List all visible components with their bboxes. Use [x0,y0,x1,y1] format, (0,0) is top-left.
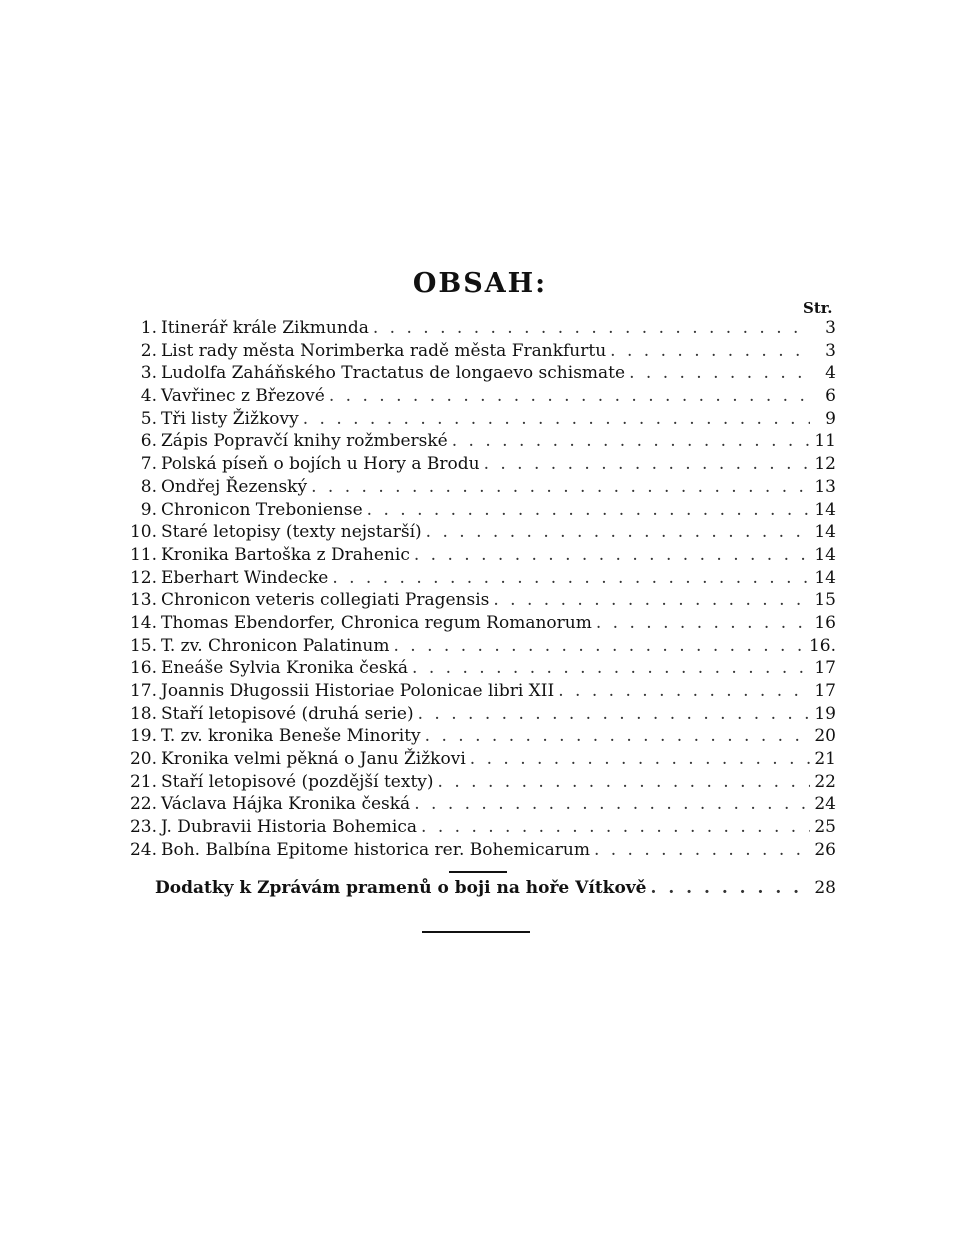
toc-entry [121,726,836,749]
toc-entry [121,522,836,545]
entry-title: List rady města Norimberka radě města Frankfurtu [161,340,607,361]
entry-title: Ondřej Řezenský [161,476,308,497]
entry-number: 11. [129,544,157,565]
entry-title: Zápis Popravčí knihy rožmberské [161,431,448,452]
entry-title: Staré letopisy (texty nejstarší) [161,522,422,543]
entry-number: 5. [140,408,157,429]
entry-title: Joannis Długossii Historiae Polonicae libri XII [161,681,555,701]
entry-number: 3. [140,363,157,384]
entry-title: T. zv. kronika Beneše Minority [161,726,421,747]
toc-entry [121,658,836,681]
entry-number: 17. [129,681,157,701]
toc-entry [121,454,836,477]
entry-title: Kronika Bartoška z Drahenic [161,544,410,565]
dot-leader [367,500,810,520]
toc-entry [121,772,836,795]
entry-number: 8. [140,476,157,497]
dot-leader [470,749,810,769]
entry-number: 12. [129,567,157,588]
entry-title: Eneáše Sylvia Kronika česká [161,658,409,679]
entry-title: Boh. Balbína Epitome historica rer. Bohemicarum [161,839,590,860]
entry-page: 3 [825,340,836,361]
entry-page: 3 [825,318,836,338]
toc-entry [121,545,836,568]
entry-page: 17 [814,658,836,679]
toc-entry [121,409,836,432]
entry-page: 12 [814,454,836,475]
entry-title: Polská píseň o bojích u Hory a Brodu [161,454,480,475]
toc-entry [121,817,836,840]
entry-title: Staří letopisové (druhá serie) [161,703,414,724]
entry-number: 14. [129,612,157,633]
entry-page: 14 [814,522,836,543]
dot-leader [412,658,810,678]
entry-number: 6. [140,431,157,452]
toc-entry [121,681,836,704]
entry-title: Chronicon veteris collegiati Pragensis [161,590,490,611]
dot-leader [426,522,810,542]
entry-title: J. Dubravii Historia Bohemica [161,817,418,838]
entry-page: 16 [814,612,836,633]
dot-leader [493,590,810,610]
entry-page: 6 [825,386,836,407]
entry-number: 13. [129,590,157,611]
entry-number: 10. [129,522,157,543]
appendix-entry [155,878,836,898]
toc-entry [121,613,836,636]
dot-leader [438,772,810,792]
entry-number: 4. [140,386,157,407]
entry-page: 17 [814,681,836,701]
dot-leader [425,726,810,746]
entry-number: 2. [140,340,157,361]
toc-entry [121,636,836,659]
entry-page: 9 [825,408,836,429]
dot-leader [629,363,810,383]
toc-entry [121,794,836,817]
entry-page: 22 [814,771,836,792]
entry-title: Thomas Ebendorfer, Chronica regum Romanorum [161,612,592,633]
toc-entry [121,840,836,863]
toc-entry [121,590,836,613]
entry-number: 16. [129,658,157,679]
entry-number: 24. [129,839,157,860]
entry-number: 23. [129,817,157,838]
dot-leader [421,817,810,837]
toc-entry [121,341,836,364]
entry-page: 15 [814,590,836,611]
dot-leader [610,341,810,361]
closing-rule [422,931,530,933]
dot-leader [373,318,810,338]
entry-page: 13 [814,476,836,497]
dot-leader [303,409,810,429]
dot-leader [414,794,810,814]
entry-title: Chronicon Treboniense [161,499,363,520]
dot-leader [414,545,810,565]
entry-page: 25 [814,817,836,838]
divider-rule [449,871,507,873]
toc-entry [121,318,836,341]
entry-title: Itinerář krále Zikmunda [161,318,369,338]
toc-entry [121,431,836,454]
dot-leader [650,878,810,898]
entry-page: 14 [814,544,836,565]
dot-leader [596,613,810,633]
entry-page: 20 [814,726,836,747]
entry-title: Staří letopisové (pozdější texty) [161,771,434,792]
page-column-label: Str. [803,299,833,317]
entry-number: 15. [129,635,157,656]
toc-entry [121,568,836,591]
toc-entry [121,500,836,523]
entry-page: 14 [814,567,836,588]
entry-page: 26 [814,839,836,860]
entry-number: 21. [129,771,157,792]
entry-number: 18. [129,703,157,724]
table-of-contents [121,318,836,863]
dot-leader [484,454,810,474]
toc-entry [121,386,836,409]
entry-page: 21 [814,749,836,770]
entry-number: 7. [140,454,157,475]
toc-entry [121,477,836,500]
entry-number: 19. [129,726,157,747]
entry-page: 16. [808,635,836,656]
dot-leader [452,431,810,451]
entry-title: Tři listy Žižkovy [161,408,299,429]
dot-leader [329,386,810,406]
dot-leader [594,840,810,860]
dot-leader [393,636,804,656]
dot-leader [332,568,810,588]
entry-title: Eberhart Windecke [161,567,329,588]
entry-title: Václava Hájka Kronika česká [161,794,411,815]
page-title: OBSAH: [412,268,548,299]
entry-number: 9. [140,499,157,520]
entry-title: Kronika velmi pěkná o Janu Žižkovi [161,749,466,770]
entry-page: 14 [814,499,836,520]
toc-entry [121,749,836,772]
appendix-title: Dodatky k Zprávám pramenů o boji na hoře Vítkově [155,878,647,898]
entry-number: 1. [140,318,157,338]
entry-page: 24 [814,794,836,815]
entry-page: 4 [825,363,836,384]
toc-entry [121,363,836,386]
dot-leader [311,477,810,497]
entry-number: 22. [129,794,157,815]
entry-title: Vavřinec z Březové [161,386,325,407]
toc-entry [121,704,836,727]
entry-title: Ludolfa Zaháňského Tractatus de longaevo schismate [161,363,626,384]
dot-leader [418,704,810,724]
dot-leader [558,681,810,701]
entry-title: T. zv. Chronicon Palatinum [161,635,390,656]
entry-page: 19 [814,703,836,724]
entry-page: 11 [814,431,836,452]
appendix-page: 28 [814,878,836,898]
entry-number: 20. [129,749,157,770]
